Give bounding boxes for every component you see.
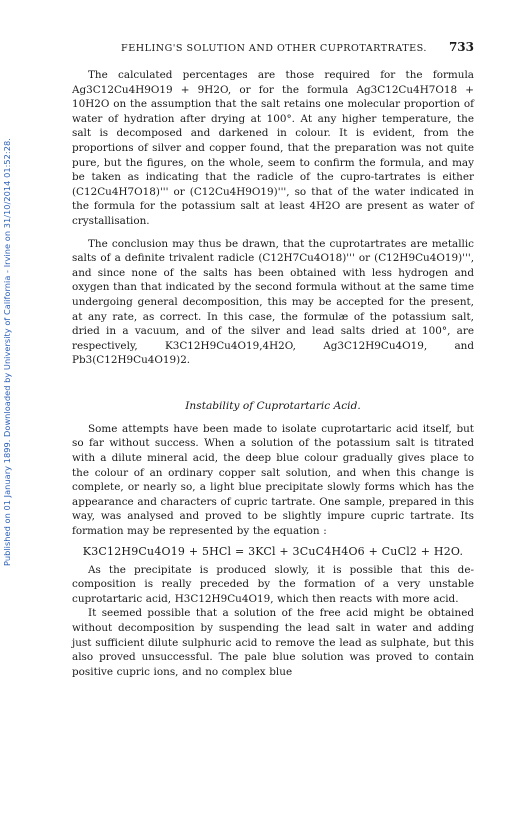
paragraph-3: Some attempts have been made to isolate cuprotartaric acid itself, but so far without success. When a solution of the potassium salt is titrated with a dilute mineral acid, the deep blue colour gradually gives place to the colour of an ordinary copper salt solution, and when this change is complete, or nearly so, a light blue precipitate slowly forms which has the appearance and characters of cupric tartrate. One sample, prepared in this way, was analysed and proved to be slightly impure cupric tartrate. Its formation may be represented by the equation : [72,422,474,538]
page-number: 733 [448,40,474,54]
journal-page [72,40,474,679]
paragraph-1: The calculated percentages are those required for the formula Ag3C12Cu4H9O19 + 9H2O, or for the formula Ag3C12Cu4H7O18 + 10H2O on the assumption that the salt retains one molecular proportion of water of hydration after drying at 100°. At any higher temperature, the salt is decomposed and darkened in colour. It is evident, from the proportions of silver and copper found, that the preparation was not quite pure, but the figures, on the whole, seem to confirm the formula, and may be taken as indicating that the radicle of the cupro-tartrates is either (C12Cu4H7O18)''' or (C12Cu4H9O19)''', so that of the water indicated in the formula for the potassium salt at least 4H2O are present as water of crystallisation. [72,69,474,227]
running-header [72,40,474,60]
section-heading: Instability of Cuprotartaric Acid. [185,399,361,412]
download-watermark: Published on 01 January 1899. Downloaded by University of California - Irvine on 31/10/2014 01:52:28. [2,138,12,566]
paragraph-2: The conclusion may thus be drawn, that the cuprotartrates are metallic salts of a definite trivalent radicle (C12H7Cu4O18)''' or (C12H9Cu4O19)''', and since none of the salts has been obtained with less hydrogen and oxygen than that indicated by the second formula without at the same time undergoing general decomposition, this may be accepted for the present, at any rate, as correct. In this case, the formulæ of the potassium salt, dried in a vacuum, and of the silver and lead salts dried at 100°, are respectively, K3C12H9Cu4O19,4H2O, Ag3C12H9Cu4O19, and Pb3(C12H9Cu4O19)2. [72,237,474,367]
running-title: FEHLING'S SOLUTION AND OTHER CUPROTARTRATES. [121,43,427,54]
paragraph-4: As the precipitate is produced slowly, it is possible that this de-composition is really preceded by the formation of a very unstable cuprotartaric acid, H3C12H9Cu4O19, which then reacts with more acid. [72,563,474,605]
chemical-equation: K3C12H9Cu4O19 + 5HCl = 3KCl + 3CuC4H4O6 + CuCl2 + H2O. [82,544,464,558]
paragraph-5: It seemed possible that a solution of the free acid might be obtained without decomposition by suspending the lead salt in water and adding just sufficient dilute sulphuric acid to remove the lead as sulphate, but this also proved unsuccessful. The pale blue solution was proved to contain positive cupric ions, and no complex blue [72,607,474,678]
